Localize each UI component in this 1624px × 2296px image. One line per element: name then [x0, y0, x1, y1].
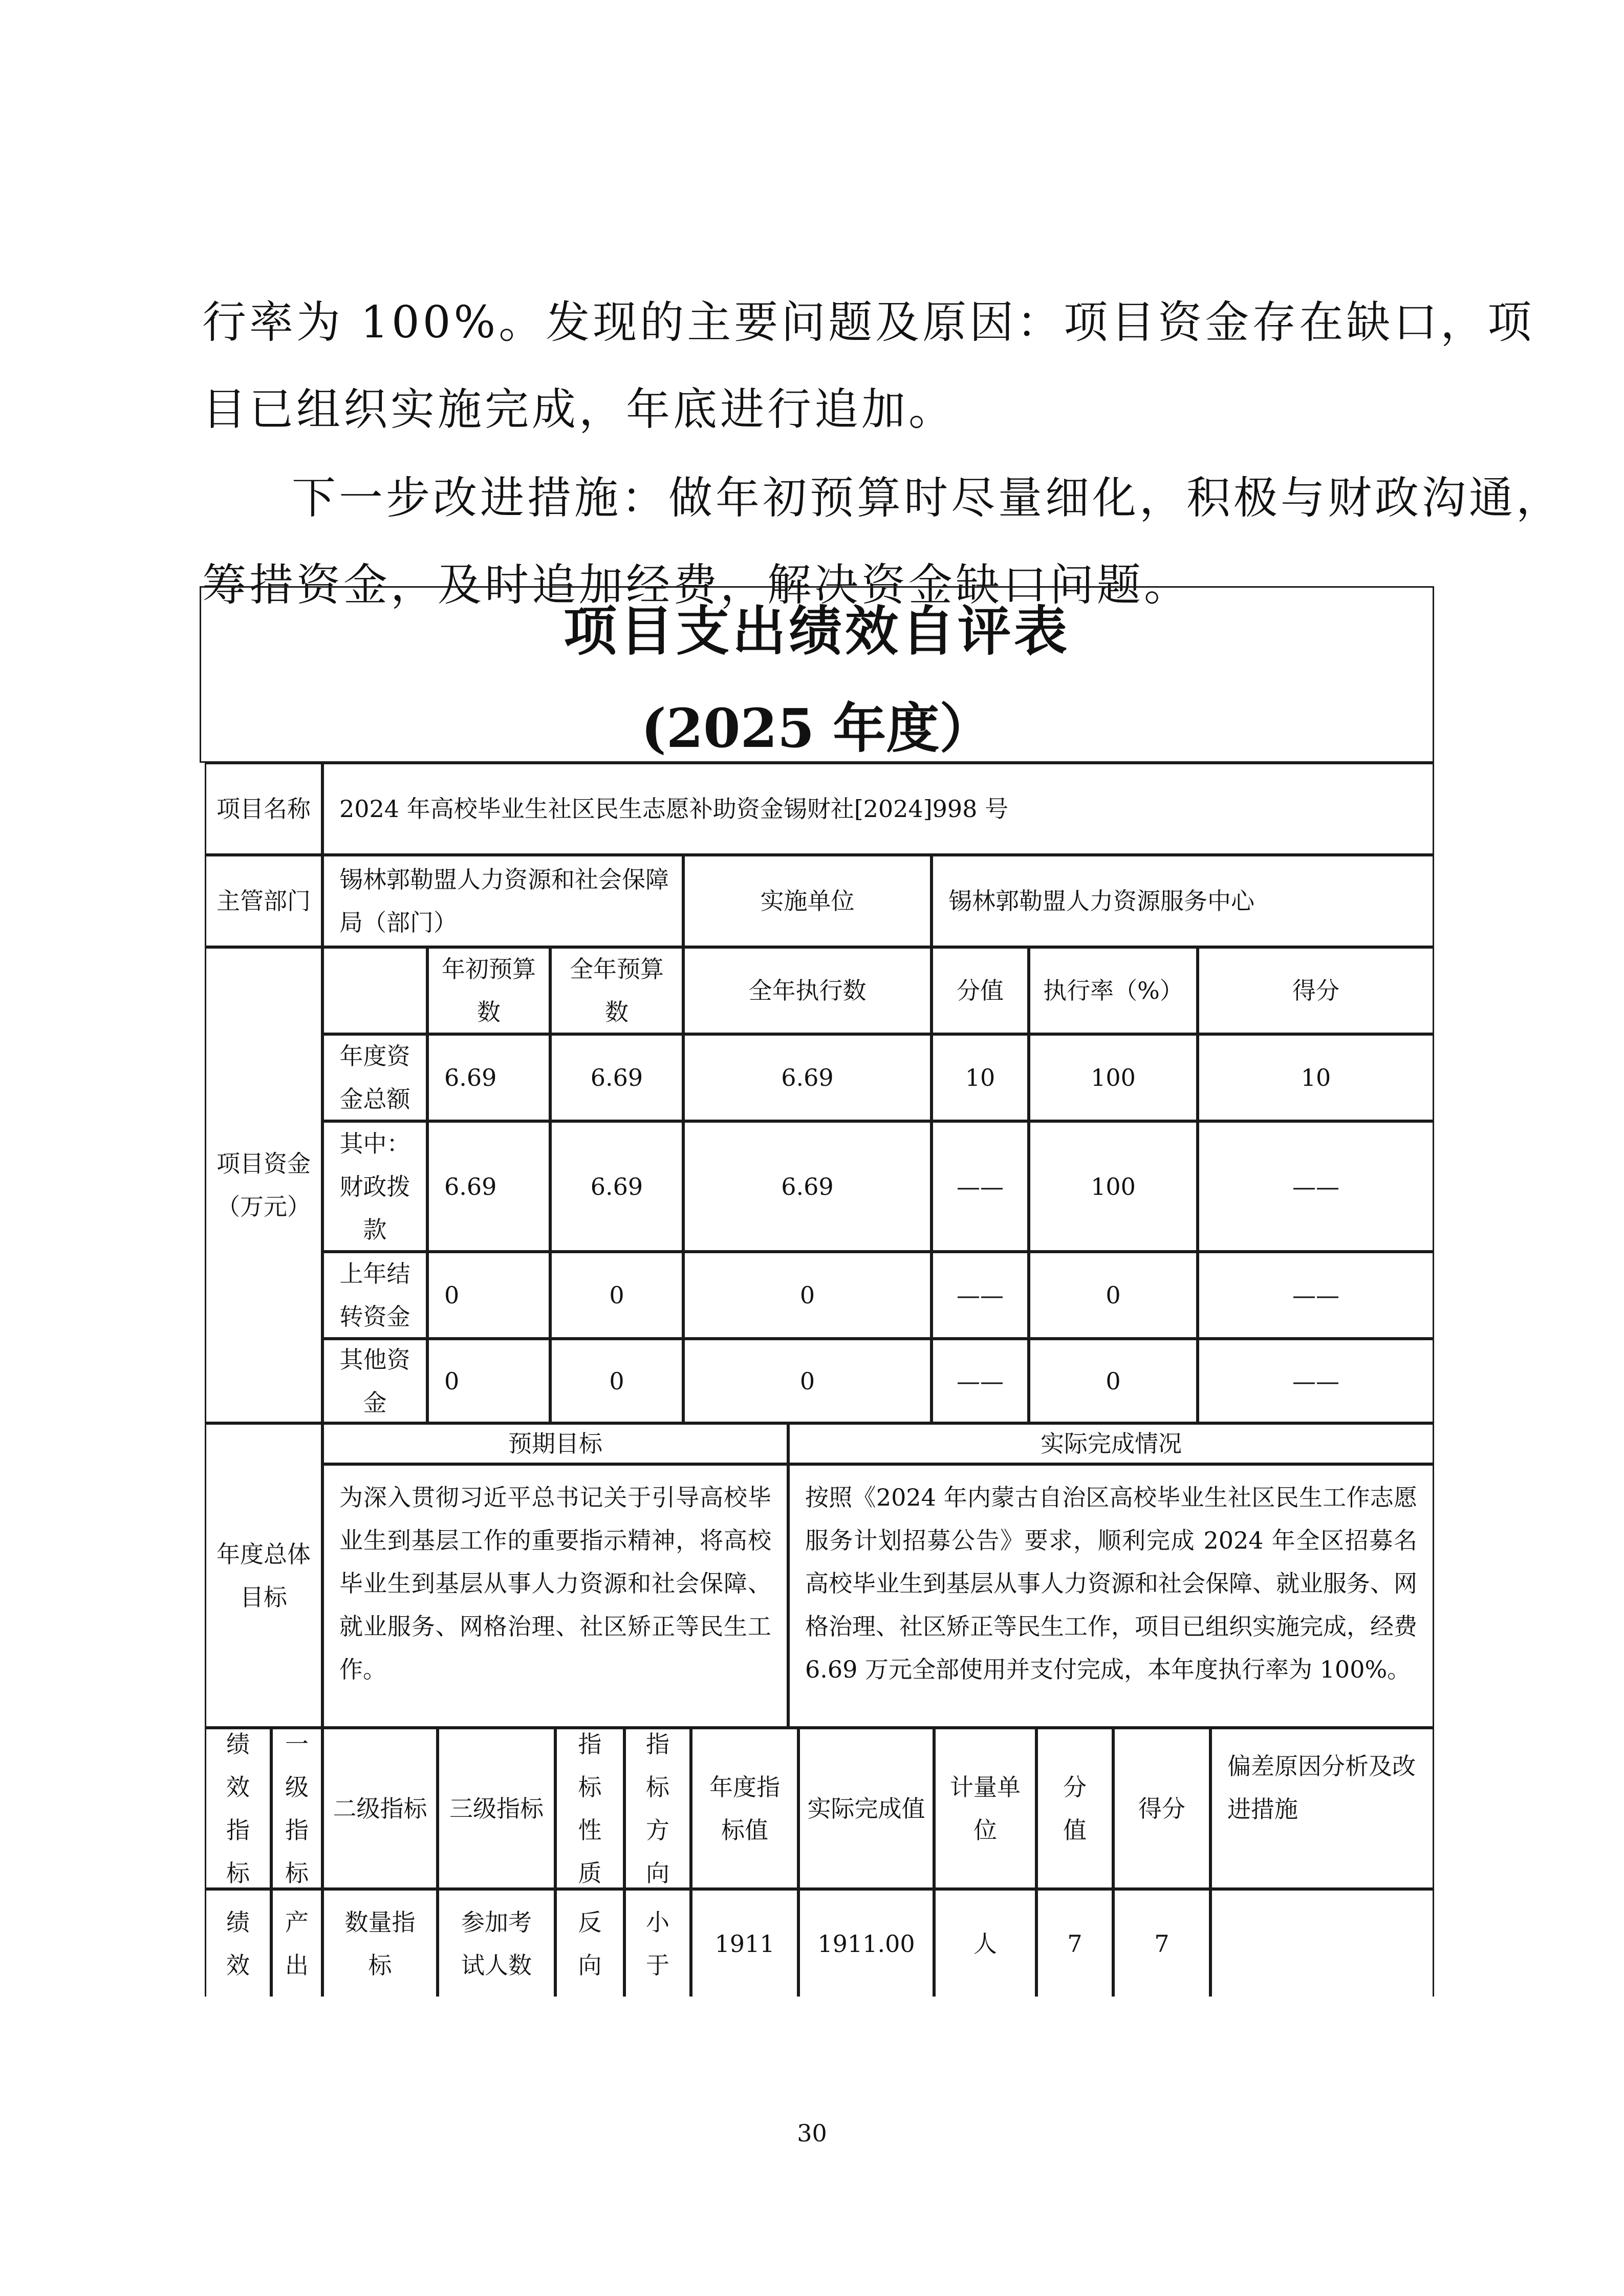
fund-cell: 0: [550, 1252, 683, 1339]
fund-header: 分值: [932, 947, 1029, 1034]
fund-cell: 6.69: [683, 1121, 932, 1252]
fund-cell: 0: [427, 1339, 550, 1423]
expected-label: 预期目标: [322, 1423, 788, 1464]
fund-header: 得分: [1198, 947, 1434, 1034]
fund-row-label: 其他资金: [322, 1339, 427, 1423]
fund-header: 全年执行数: [683, 947, 932, 1034]
fund-cell: ——: [932, 1252, 1029, 1339]
actual-label: 实际完成情况: [788, 1423, 1434, 1464]
perf-cell: 数量指标: [322, 1889, 438, 1997]
perf-header: 指标性质: [555, 1728, 624, 1889]
perf-cell: 反向: [555, 1889, 624, 1997]
paragraph-line: 行率为 100%。发现的主要问题及原因：项目资金存在缺口，项: [202, 297, 1535, 348]
table-title-cell: [200, 586, 1434, 763]
project-name-label: 项目名称: [205, 763, 322, 855]
perf-header: 绩效指标: [205, 1728, 271, 1889]
perf-header: 计量单位: [934, 1728, 1036, 1889]
fund-cell: 6.69: [427, 1121, 550, 1252]
fund-cell: ——: [1198, 1121, 1434, 1252]
table-year: (2025 年度）: [641, 696, 993, 760]
perf-cell: 1911.00: [798, 1889, 934, 1997]
fund-cell: 0: [683, 1252, 932, 1339]
fund-cell: 6.69: [427, 1034, 550, 1121]
fund-header: 全年预算数: [550, 947, 683, 1034]
perf-cell: 绩效: [205, 1889, 271, 1997]
fund-cell: 6.69: [550, 1121, 683, 1252]
impl-label: 实施单位: [683, 855, 932, 947]
paragraph-problems: [202, 279, 1535, 453]
fund-label: 项目资金（万元）: [205, 947, 322, 1423]
fund-cell: ——: [1198, 1252, 1434, 1339]
perf-header: 三级指标: [438, 1728, 555, 1889]
table-title: 项目支出绩效自评表: [563, 599, 1070, 662]
expected-text: 为深入贯彻习近平总书记关于引导高校毕业生到基层工作的重要指示精神，将高校毕业生到基层从事人力资源和社会保障、就业服务、网格治理、社区矫正等民生工作。: [322, 1464, 788, 1728]
page-number: 30: [797, 2119, 827, 2147]
fund-header: 年初预算数: [427, 947, 550, 1034]
perf-header: 二级指标: [322, 1728, 438, 1889]
fund-cell: 0: [683, 1339, 932, 1423]
fund-cell: ——: [932, 1339, 1029, 1423]
fund-header: 执行率（%）: [1029, 947, 1198, 1034]
perf-header: 偏差原因分析及改进措施: [1210, 1728, 1434, 1889]
dept-label: 主管部门: [205, 855, 322, 947]
perf-header: 实际完成值: [798, 1728, 934, 1889]
fund-row-label: 上年结转资金: [322, 1252, 427, 1339]
fund-cell: 0: [550, 1339, 683, 1423]
perf-cell: 7: [1113, 1889, 1210, 1997]
perf-cell: [1210, 1889, 1434, 1997]
fund-cell: 100: [1029, 1034, 1198, 1121]
perf-header: 年度指标值: [691, 1728, 798, 1889]
project-name-value: 2024 年高校毕业生社区民生志愿补助资金锡财社[2024]998 号: [322, 763, 1434, 855]
fund-cell: 0: [427, 1252, 550, 1339]
fund-cell: ——: [1198, 1339, 1434, 1423]
fund-cell: 0: [1029, 1252, 1198, 1339]
fund-cell: 6.69: [550, 1034, 683, 1121]
perf-cell: 小于: [624, 1889, 691, 1997]
paragraph-line: 目已组织实施完成，年底进行追加。: [202, 384, 956, 435]
actual-text: 按照《2024 年内蒙古自治区高校毕业生社区民生工作志愿服务计划招募公告》要求，顺利完成 2024 年全区招募名高校毕业生到基层从事人力资源和社会保障、就业服务、网格治理、社区矫正等民生工作，项目已组织实施完成，经费 6.69 万元全部使用并支付完成，本年度执行率为 100%。: [788, 1464, 1434, 1728]
fund-cell: 10: [932, 1034, 1029, 1121]
fund-row-label: 其中：财政拨款: [322, 1121, 427, 1252]
perf-header: 分值: [1036, 1728, 1113, 1889]
fund-cell: 6.69: [683, 1034, 932, 1121]
dept-value: 锡林郭勒盟人力资源和社会保障局（部门）: [322, 855, 683, 947]
goal-label: 年度总体目标: [205, 1423, 322, 1728]
fund-cell: 0: [1029, 1339, 1198, 1423]
fund-cell: ——: [932, 1121, 1029, 1252]
perf-cell: 参加考试人数: [438, 1889, 555, 1997]
perf-cell: 7: [1036, 1889, 1113, 1997]
perf-header: 指标方向: [624, 1728, 691, 1889]
paragraph-line: 筹措资金，及时追加经费，解决资金缺口问题。: [202, 560, 1191, 611]
fund-header-blank: [322, 947, 427, 1034]
fund-cell: 10: [1198, 1034, 1434, 1121]
paragraph-line: 下一步改进措施：做年初预算时尽量细化，积极与财政沟通，: [292, 473, 1563, 524]
fund-row-label: 年度资金总额: [322, 1034, 427, 1121]
perf-cell: 人: [934, 1889, 1036, 1997]
impl-value: 锡林郭勒盟人力资源服务中心: [932, 855, 1434, 947]
fund-cell: 100: [1029, 1121, 1198, 1252]
perf-header: 一级指标: [271, 1728, 322, 1889]
perf-cell: 产出: [271, 1889, 322, 1997]
perf-cell: 1911: [691, 1889, 798, 1997]
perf-header: 得分: [1113, 1728, 1210, 1889]
